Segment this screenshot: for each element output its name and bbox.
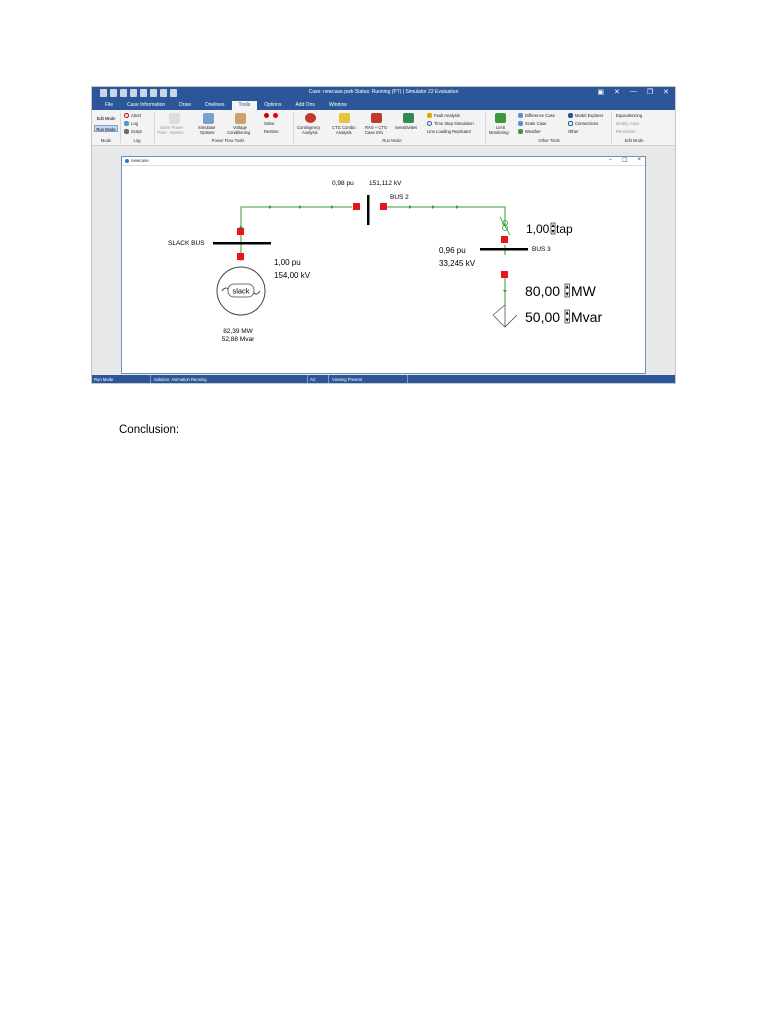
tap-unit: tap [556,222,573,236]
tab-tools[interactable]: Tools [232,101,258,110]
group-run-mode-label: Run Mode [382,138,402,143]
bus3-voltage-kv: 33,245 kV [439,259,476,268]
stop-record-icon [273,113,278,118]
voltage-conditioning-button-line2: Conditioning [227,130,251,135]
minimize-button[interactable]: — [629,88,637,95]
load-mvar-value[interactable]: 50,00 [525,309,561,325]
divider [120,113,121,143]
load-mw-value[interactable]: 80,00 [525,283,561,299]
slack-bus-label: SLACK BUS [168,240,205,247]
generator-mw: 82,39 MW [223,328,253,335]
divider [154,113,155,143]
slack-bus-bar[interactable] [213,242,271,245]
flow-arrow [456,205,459,209]
slack-voltage-kv: 154,00 kV [274,271,311,280]
bus3-bar[interactable] [480,248,528,251]
limit-monitoring-button-line2: Monitoring [489,130,509,135]
restore-ribbon-button[interactable]: ▣ [597,89,604,96]
difference-case-icon [518,113,523,118]
weather-icon [518,129,523,134]
close-button[interactable]: ✕ [663,89,669,96]
clock-icon [427,121,432,126]
group-mode-label: Mode [100,138,112,143]
tab-options[interactable]: Options [264,102,282,108]
simulator-window [91,86,676,384]
ctg-combo-analysis-button-line2: Analysis [336,130,352,135]
flow-arrow [299,205,302,209]
limit-monitoring-button[interactable]: Limit [496,125,505,130]
title-bar [92,87,675,101]
simulator-options-button[interactable]: Simulator [198,125,216,130]
solve-power-flow-button-line2: Flow - Newton [157,130,184,135]
log-button[interactable]: Log [131,121,138,126]
status-viewing: Viewing Present [332,376,363,382]
flow-arrow [331,205,334,209]
model-explorer-button[interactable]: Model Explorer [575,113,604,118]
edit-mode-button[interactable]: Edit Mode [96,116,116,121]
weather-button[interactable]: Weather [525,129,541,134]
group-edit-mode-label: Edit Mode [624,138,644,143]
bus2-bar[interactable] [367,195,370,225]
ctg-combo-icon [339,113,350,123]
breaker[interactable] [501,271,508,278]
status-mode: Run Mode [94,376,114,382]
solve-button[interactable]: Solve [264,121,275,126]
line-bus2-bus3[interactable] [383,207,505,225]
sensitivities-icon [403,113,414,123]
slack-voltage-pu: 1,00 pu [274,258,301,267]
time-step-simulation-button[interactable]: Time Step Simulation [434,121,474,126]
fault-icon [427,113,432,118]
voltage-conditioning-icon [235,113,246,124]
workspace [92,146,675,376]
ras-ctg-button-line2: Case Info [365,130,383,135]
oneline-window [121,156,646,374]
oneline-diagram[interactable] [122,165,647,375]
divider [407,375,408,383]
ribbon [92,110,675,146]
load-mw-unit: MW [571,283,596,299]
window-controls [597,88,669,96]
solve-power-flow-icon [169,113,180,124]
difference-case-button[interactable]: Difference Case [525,113,555,118]
model-explorer-icon [568,113,573,118]
oneline-icon [125,159,129,163]
bus3-label: BUS 3 [532,246,551,253]
divider [485,113,486,143]
breaker[interactable] [353,203,360,210]
breaker[interactable] [237,228,244,235]
flow-arrow [503,290,507,293]
tab-case-information[interactable]: Case Information [127,102,166,108]
tab-add-ons[interactable]: Add Ons [295,102,315,108]
contingency-analysis-button-line2: Analysis [302,130,318,135]
sensitivities-button[interactable]: Sensitivities [395,125,418,130]
tab-draw[interactable]: Draw [179,102,191,108]
limit-monitoring-icon [495,113,506,123]
oneline-title: newcase [131,158,149,163]
other-button[interactable]: Other [568,129,579,134]
load-arrow[interactable] [493,305,517,327]
divider [150,375,151,383]
simulator-options-button-line2: Options [200,130,215,135]
script-button[interactable]: Script [131,129,142,134]
scale-case-icon [518,121,523,126]
run-mode-button[interactable]: Run Mode [94,125,118,132]
equivalencing-button[interactable]: Equivalencing [616,113,643,118]
tap-value[interactable]: 1,00 [526,222,550,236]
bus3-voltage-pu: 0,96 pu [439,246,466,255]
divider [328,375,329,383]
tab-onelines[interactable]: Onelines [204,102,225,108]
simulator-options-icon [203,113,214,124]
restore-button[interactable]: Restore [264,129,279,134]
bus2-voltage-kv: 151,112 kV [369,180,402,187]
flow-arrow [269,205,272,209]
conclusion-heading: Conclusion: [119,424,180,436]
log-icon [124,121,129,126]
oneline-window-controls [609,157,641,164]
contingency-icon [305,113,316,123]
tab-window[interactable]: Window [328,102,347,108]
record-icon [264,113,269,118]
flow-arrow [239,225,243,228]
scale-case-button[interactable]: Scale Case [525,121,547,126]
fault-analysis-button[interactable]: Fault Analysis [434,113,460,118]
ras-ctg-icon [371,113,382,123]
renumber-button[interactable]: Renumber [616,129,636,134]
divider [307,375,308,383]
ctg-combo-analysis-button[interactable]: CTG Combo [332,125,356,130]
group-log-label: Log [133,138,141,143]
bus2-voltage-pu: 0,98 pu [332,180,354,187]
generator-mvar: 52,88 Mvar [221,336,255,343]
oneline-close-button[interactable]: × [637,157,641,163]
voltage-conditioning-button[interactable]: Voltage [233,125,247,130]
oneline-maximize-button[interactable]: ☐ [622,158,628,164]
status-bar [92,375,675,383]
window-title: Case: newcase.pwb Status: Running (PT) | Simulator 22 Evaluation [308,89,459,95]
breaker[interactable] [501,236,508,243]
load-mvar-unit: Mvar [571,309,603,325]
status-solution: Solution: Animation Running [154,376,207,382]
generator-label: slack [232,286,250,296]
pin-button[interactable]: ✕ [613,89,620,96]
load-mw-spinner[interactable] [565,284,570,297]
group-power-flow-label: Power Flow Tools [211,138,245,143]
load-mvar-spinner[interactable] [565,310,570,323]
solve-power-flow-button[interactable]: Solve Power [160,125,184,130]
connections-button[interactable]: Connections [575,121,599,126]
script-icon [124,129,129,134]
ribbon-tabs [92,101,675,110]
modify-case-button[interactable]: Modify Case [616,121,640,126]
abort-button[interactable]: Abort [131,113,142,118]
group-other-tools-label: Other Tools [538,138,560,143]
abort-icon [124,113,129,118]
status-ac: AC [310,376,316,382]
line-slack-bus2[interactable] [241,207,352,237]
bus2-label: BUS 2 [390,194,409,201]
tab-file[interactable]: File [105,102,114,108]
line-loading-replicator-button[interactable]: Line Loading Replicator [427,129,471,134]
ras-ctg-button[interactable]: RAS + CTG [365,125,388,130]
tap-spinner[interactable] [551,223,555,234]
breaker[interactable] [380,203,387,210]
flow-arrow [432,205,435,209]
connections-icon [568,121,573,126]
oneline-minimize-button[interactable]: − [608,157,613,163]
breaker[interactable] [237,253,244,260]
flow-arrow [409,205,412,209]
contingency-analysis-button[interactable]: Contingency [297,125,321,130]
divider [293,113,294,143]
maximize-button[interactable]: ❐ [646,89,654,96]
